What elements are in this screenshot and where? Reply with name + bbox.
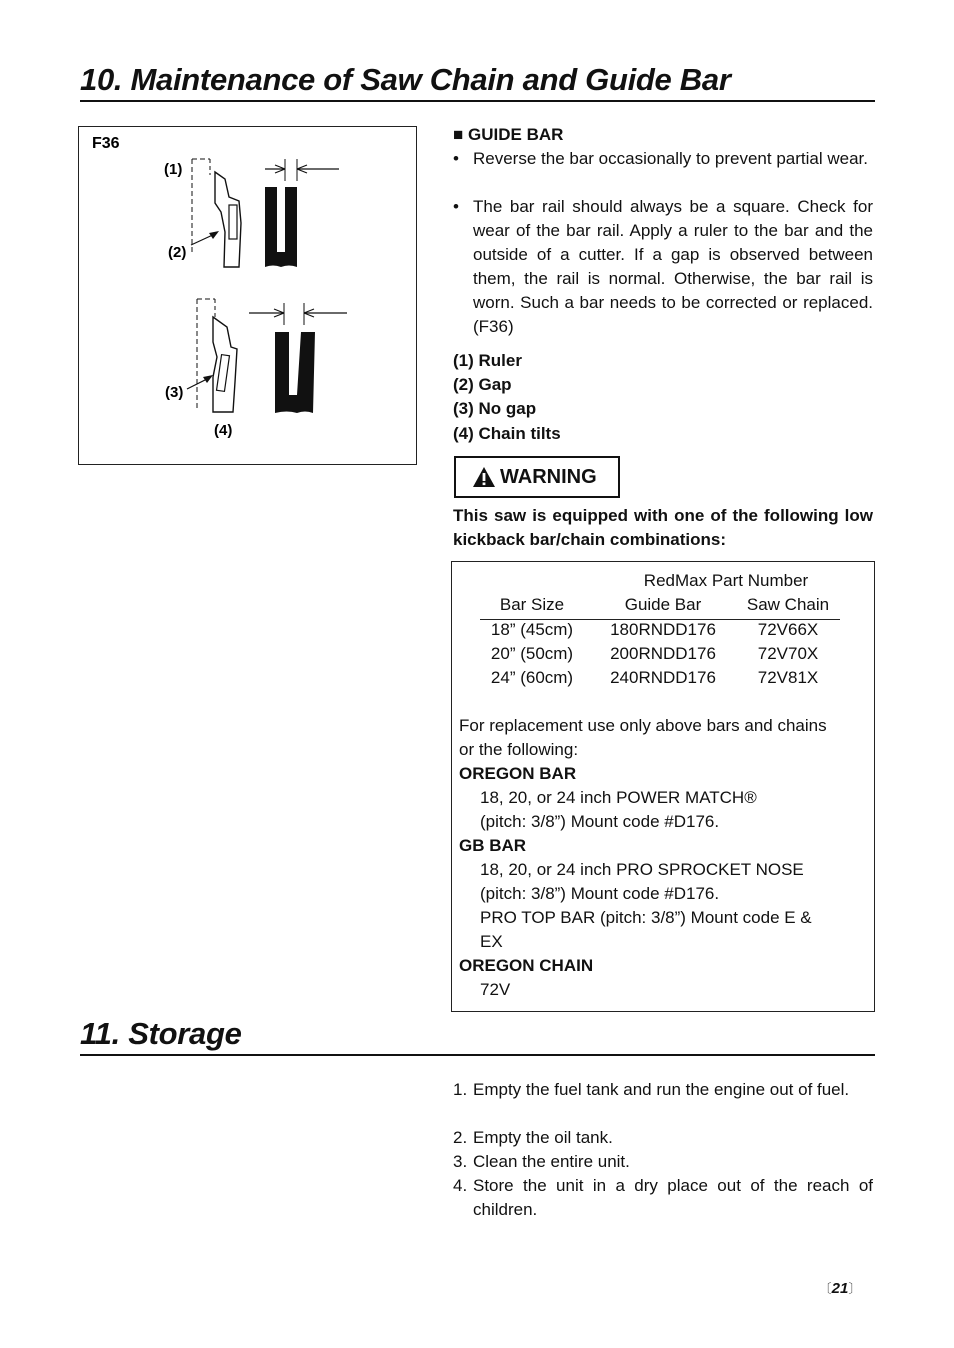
table-header: Saw Chain	[746, 595, 830, 614]
oregon-chain-line: 72V	[480, 980, 511, 999]
legend-item: (1) Ruler	[453, 351, 522, 370]
guide-bar-bullet: • Reverse the bar occasionally to prevent partial wear.	[453, 147, 873, 171]
table-cell: 72V70X	[757, 644, 819, 663]
storage-step: 4. Store the unit in a dry place out of the reach of children.	[453, 1176, 873, 1219]
bullet-dot-icon: •	[453, 149, 459, 168]
warning-label: WARNING	[500, 466, 597, 488]
table-cell: 72V81X	[757, 668, 819, 687]
section-11-title: 11. Storage	[80, 1016, 875, 1056]
page-number: 〔21〕	[818, 1280, 862, 1297]
square-bullet-icon: ■	[453, 125, 464, 144]
figure-f36	[78, 126, 417, 465]
callout-1: (1)	[164, 161, 183, 178]
warning-text: This saw is equipped with one of the following low kickback bar/chain combinations:	[453, 506, 873, 549]
storage-step: 2. Empty the oil tank.	[453, 1128, 613, 1147]
table-cell: 240RNDD176	[610, 668, 716, 687]
oregon-bar-line: 18, 20, or 24 inch POWER MATCH®	[480, 788, 757, 807]
gb-bar-line: EX	[480, 932, 503, 951]
table-cell: 20” (50cm)	[490, 644, 574, 663]
legend-item: (4) Chain tilts	[453, 424, 561, 443]
table-cell: 24” (60cm)	[490, 668, 574, 687]
table-cell: 72V66X	[757, 620, 819, 639]
storage-step: 1. Empty the fuel tank and run the engine out of fuel.	[453, 1080, 850, 1099]
guide-bar-bullet: • The bar rail should always be a square. Check for wear of the bar rail. Apply a ruler to the bar and the outside of a cutter. If a gap is observed between them, the rail is normal. Otherwise, the bar rail is worn. Such a bar needs to be corrected or replaced. (F36)	[453, 197, 873, 336]
callout-3: (3)	[165, 384, 184, 401]
warning-box	[454, 456, 620, 498]
section-10-title: 10. Maintenance of Saw Chain and Guide Bar	[80, 62, 875, 102]
warning-triangle-icon	[472, 466, 496, 488]
figure-id: F36	[92, 135, 120, 152]
legend-item: (3) No gap	[453, 399, 537, 418]
gb-bar-line: PRO TOP BAR (pitch: 3/8”) Mount code E &	[480, 908, 812, 927]
gb-bar-line: (pitch: 3/8”) Mount code #D176.	[480, 884, 720, 903]
replacement-intro: For replacement use only above bars and chains	[459, 716, 827, 735]
storage-step: 3. Clean the entire unit.	[453, 1152, 630, 1171]
gb-bar-heading: GB BAR	[459, 836, 527, 855]
gb-bar-line: 18, 20, or 24 inch PRO SPROCKET NOSE	[480, 860, 804, 879]
table-cell: 18” (45cm)	[490, 620, 574, 639]
bullet-dot-icon: •	[453, 197, 459, 216]
oregon-chain-heading: OREGON CHAIN	[459, 956, 594, 975]
table-cell: 180RNDD176	[610, 620, 716, 639]
replacement-intro: or the following:	[459, 740, 579, 759]
callout-2: (2)	[168, 244, 187, 261]
oregon-bar-heading: OREGON BAR	[459, 764, 577, 783]
guide-bar-heading: ■ GUIDE BAR	[453, 125, 564, 144]
table-group-header: RedMax Part Number	[643, 571, 809, 590]
oregon-bar-line: (pitch: 3/8”) Mount code #D176.	[480, 812, 720, 831]
table-header: Guide Bar	[624, 595, 702, 614]
legend-item: (2) Gap	[453, 375, 512, 394]
table-cell: 200RNDD176	[610, 644, 716, 663]
table-header: Bar Size	[499, 595, 565, 614]
bar-rail-diagram	[79, 127, 418, 466]
callout-4: (4)	[214, 422, 233, 439]
